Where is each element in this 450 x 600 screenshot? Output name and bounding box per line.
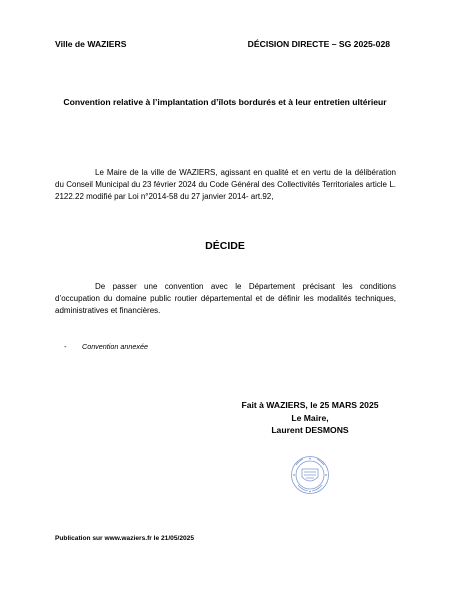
signature-role: Le Maire, <box>291 412 329 423</box>
publication-footer: Publication sur www.waziers.fr le 21/05/2025 <box>55 535 195 542</box>
official-seal-icon <box>290 455 330 495</box>
signature-block <box>225 399 395 437</box>
annex-label: Convention annexée <box>82 342 148 351</box>
decide-heading: DÉCIDE <box>205 240 245 252</box>
signature-name: Laurent DESMONS <box>271 425 349 435</box>
annex-bullet: - <box>64 342 67 351</box>
decision-paragraph <box>55 281 396 317</box>
annex-item <box>64 342 148 351</box>
preamble-text: Le Maire de la ville de WAZIERS, agissant en qualité et en vertu de la délibération du Conseil Municipal du 23 février 2024 du Code Général des Collectivités Territoriales article L. 2122.22 modifié par Loi n°2014-58 du 27 janvier 2014- art.92, <box>55 168 396 201</box>
document-title: Convention relative à l’implantation d’îlots bordurés et à leur entretien ultérieur <box>63 97 387 107</box>
decision-text: De passer une convention avec le Département précisant les conditions d’occupation du domaine public routier départemental et de définir les modalités techniques, administratives et financières. <box>55 282 396 315</box>
signature-place-date: Fait à WAZIERS, le 25 MARS 2025 <box>241 400 379 410</box>
preamble-paragraph <box>55 167 396 203</box>
town-name: Ville de WAZIERS <box>55 39 127 49</box>
decision-reference: DÉCISION DIRECTE – SG 2025-028 <box>247 39 390 49</box>
